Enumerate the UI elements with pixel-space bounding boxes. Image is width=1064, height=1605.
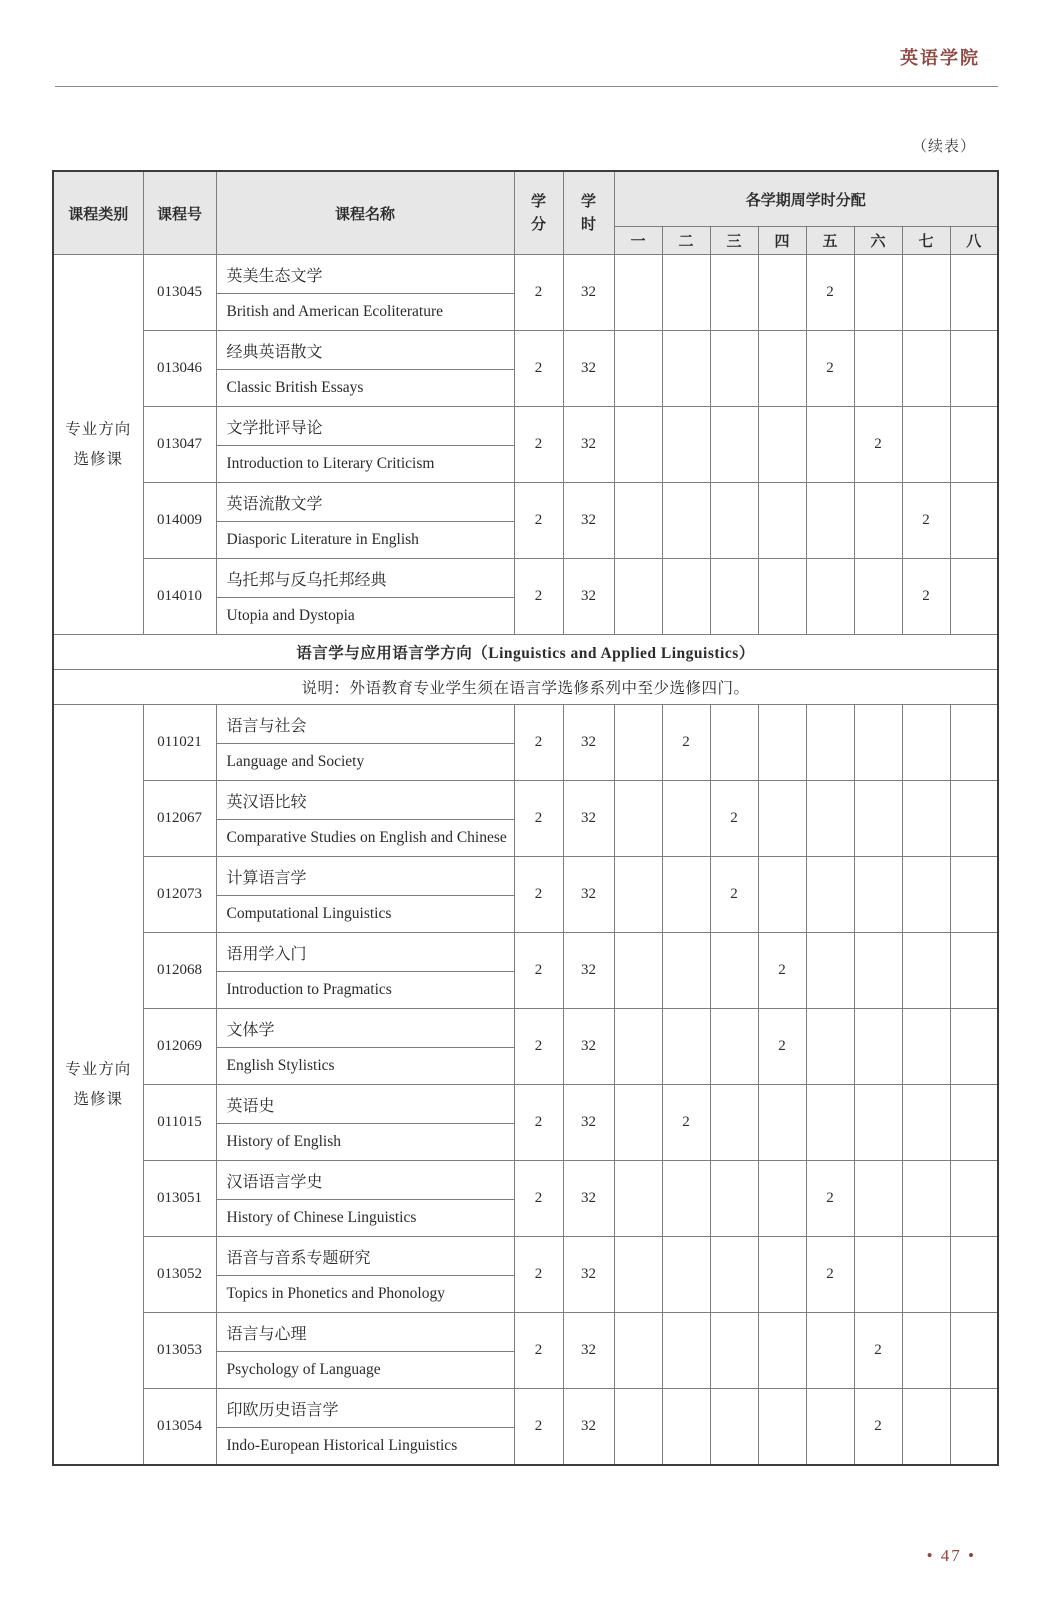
semester-2-cell (662, 1161, 710, 1237)
course-name-zh: 文体学 (216, 1009, 514, 1048)
semester-1-cell (614, 781, 662, 857)
semester-8-cell (950, 781, 998, 857)
semester-7-cell (902, 857, 950, 933)
semester-2-cell (662, 331, 710, 407)
semester-5-cell (806, 1009, 854, 1085)
semester-3-cell (710, 1009, 758, 1085)
semester-5-cell: 2 (806, 331, 854, 407)
semester-8-cell (950, 331, 998, 407)
semester-2-cell (662, 559, 710, 635)
course-code-cell: 013046 (143, 331, 216, 407)
credits-cell: 2 (514, 255, 563, 331)
semester-6-cell (854, 857, 902, 933)
course-row-top (53, 1085, 998, 1124)
credits-cell: 2 (514, 1389, 563, 1466)
semester-5-cell (806, 407, 854, 483)
credits-cell: 2 (514, 857, 563, 933)
course-row-top (53, 857, 998, 896)
semester-3-cell (710, 331, 758, 407)
semester-5-cell (806, 781, 854, 857)
section-note: 说明：外语教育专业学生须在语言学选修系列中至少选修四门。 (53, 670, 998, 705)
course-row-top (53, 933, 998, 972)
semester-4-cell: 2 (758, 933, 806, 1009)
semester-col-7: 七 (902, 227, 950, 255)
credits-cell: 2 (514, 483, 563, 559)
semester-6-cell: 2 (854, 1313, 902, 1389)
course-name-zh: 英语史 (216, 1085, 514, 1124)
hours-cell: 32 (563, 933, 614, 1009)
credits-cell: 2 (514, 331, 563, 407)
semester-5-cell: 2 (806, 1237, 854, 1313)
col-header-hours (563, 171, 614, 255)
credits-cell: 2 (514, 933, 563, 1009)
course-code-cell: 013045 (143, 255, 216, 331)
semester-7-cell (902, 407, 950, 483)
hours-cell: 32 (563, 1389, 614, 1466)
semester-1-cell (614, 559, 662, 635)
credits-cell: 2 (514, 1237, 563, 1313)
credits-cell: 2 (514, 705, 563, 781)
semester-4-cell (758, 407, 806, 483)
semester-5-cell: 2 (806, 255, 854, 331)
semester-4-cell (758, 331, 806, 407)
hours-cell: 32 (563, 559, 614, 635)
semester-7-cell (902, 255, 950, 331)
semester-5-cell: 2 (806, 1161, 854, 1237)
semester-6-cell: 2 (854, 407, 902, 483)
semester-3-cell (710, 933, 758, 1009)
course-code-cell: 014009 (143, 483, 216, 559)
semester-2-cell (662, 407, 710, 483)
semester-8-cell (950, 705, 998, 781)
semester-7-cell (902, 781, 950, 857)
semester-4-cell (758, 1237, 806, 1313)
semester-8-cell (950, 1389, 998, 1466)
semester-3-cell (710, 1389, 758, 1466)
section-note-row (53, 670, 998, 705)
semester-3-cell (710, 1161, 758, 1237)
semester-6-cell (854, 1237, 902, 1313)
course-name-zh: 英语流散文学 (216, 483, 514, 522)
semester-col-1: 一 (614, 227, 662, 255)
semester-6-cell (854, 483, 902, 559)
semester-7-cell: 2 (902, 559, 950, 635)
course-code-cell: 013047 (143, 407, 216, 483)
semester-4-cell (758, 483, 806, 559)
table-header (53, 171, 998, 255)
course-name-zh: 语言与心理 (216, 1313, 514, 1352)
course-name-en: Psychology of Language (216, 1352, 514, 1389)
course-code-cell: 013054 (143, 1389, 216, 1466)
course-code-cell: 014010 (143, 559, 216, 635)
category-cell (53, 255, 143, 635)
course-name-en: Diasporic Literature in English (216, 522, 514, 559)
semester-4-cell (758, 1085, 806, 1161)
course-name-en: History of Chinese Linguistics (216, 1200, 514, 1237)
course-name-zh: 经典英语散文 (216, 331, 514, 370)
course-name-zh: 汉语语言学史 (216, 1161, 514, 1200)
course-name-en: English Stylistics (216, 1048, 514, 1085)
table-body (53, 255, 998, 1466)
semester-8-cell (950, 559, 998, 635)
category-line: 专业方向 (65, 421, 132, 439)
semester-2-cell (662, 933, 710, 1009)
semester-8-cell (950, 857, 998, 933)
semester-col-2: 二 (662, 227, 710, 255)
semester-7-cell (902, 933, 950, 1009)
semester-5-cell (806, 857, 854, 933)
course-name-en: Topics in Phonetics and Phonology (216, 1276, 514, 1313)
course-name-en: Comparative Studies on English and Chinese (216, 820, 514, 857)
course-name-zh: 乌托邦与反乌托邦经典 (216, 559, 514, 598)
page-number: • 47 • (926, 1546, 976, 1565)
course-row-top (53, 255, 998, 294)
section-title-row (53, 635, 998, 670)
semester-2-cell (662, 1389, 710, 1466)
semester-7-cell: 2 (902, 483, 950, 559)
header-rule (55, 86, 998, 87)
hours-cell: 32 (563, 1085, 614, 1161)
semester-5-cell (806, 1313, 854, 1389)
course-row-top (53, 705, 998, 744)
semester-8-cell (950, 407, 998, 483)
semester-1-cell (614, 1009, 662, 1085)
semester-8-cell (950, 483, 998, 559)
course-name-en: Language and Society (216, 744, 514, 781)
semester-1-cell (614, 1313, 662, 1389)
semester-6-cell: 2 (854, 1389, 902, 1466)
col-header-hours-label: 学时 (580, 192, 596, 233)
course-code-cell: 012069 (143, 1009, 216, 1085)
course-row-top (53, 1161, 998, 1200)
course-code-cell: 013052 (143, 1237, 216, 1313)
semester-2-cell (662, 1313, 710, 1389)
semester-2-cell (662, 781, 710, 857)
semester-7-cell (902, 1313, 950, 1389)
semester-6-cell (854, 933, 902, 1009)
course-code-cell: 013053 (143, 1313, 216, 1389)
semester-3-cell: 2 (710, 857, 758, 933)
course-row-top (53, 483, 998, 522)
course-name-en: Computational Linguistics (216, 896, 514, 933)
semester-col-8: 八 (950, 227, 998, 255)
course-code-cell: 013051 (143, 1161, 216, 1237)
course-row-top (53, 1009, 998, 1048)
semester-4-cell (758, 705, 806, 781)
category-line: 选修课 (73, 450, 123, 468)
semester-1-cell (614, 933, 662, 1009)
semester-2-cell (662, 483, 710, 559)
credits-cell: 2 (514, 781, 563, 857)
semester-8-cell (950, 1237, 998, 1313)
semester-2-cell: 2 (662, 1085, 710, 1161)
semester-1-cell (614, 483, 662, 559)
course-code-cell: 011021 (143, 705, 216, 781)
hours-cell: 32 (563, 407, 614, 483)
semester-1-cell (614, 255, 662, 331)
semester-8-cell (950, 1085, 998, 1161)
semester-1-cell (614, 857, 662, 933)
credits-cell: 2 (514, 1161, 563, 1237)
course-name-en: Utopia and Dystopia (216, 598, 514, 635)
col-header-semester-distribution: 各学期周学时分配 (614, 171, 998, 227)
semester-8-cell (950, 1161, 998, 1237)
semester-6-cell (854, 781, 902, 857)
semester-7-cell (902, 705, 950, 781)
credits-cell: 2 (514, 407, 563, 483)
credits-cell: 2 (514, 1313, 563, 1389)
course-row-top (53, 559, 998, 598)
semester-5-cell (806, 1389, 854, 1466)
semester-5-cell (806, 933, 854, 1009)
semester-1-cell (614, 1389, 662, 1466)
semester-1-cell (614, 1237, 662, 1313)
category-line: 选修课 (73, 1090, 123, 1108)
semester-6-cell (854, 1085, 902, 1161)
section-title: 语言学与应用语言学方向（Linguistics and Applied Linguistics） (53, 635, 998, 670)
course-name-zh: 计算语言学 (216, 857, 514, 896)
hours-cell: 32 (563, 1161, 614, 1237)
hours-cell: 32 (563, 705, 614, 781)
course-schedule-table (52, 170, 999, 1466)
semester-3-cell (710, 705, 758, 781)
semester-1-cell (614, 1161, 662, 1237)
semester-3-cell (710, 407, 758, 483)
semester-2-cell (662, 1009, 710, 1085)
course-name-en: British and American Ecoliterature (216, 294, 514, 331)
semester-6-cell (854, 331, 902, 407)
col-header-credits-label: 学分 (530, 192, 546, 233)
hours-cell: 32 (563, 1237, 614, 1313)
hours-cell: 32 (563, 331, 614, 407)
hours-cell: 32 (563, 483, 614, 559)
semester-3-cell (710, 1085, 758, 1161)
semester-2-cell: 2 (662, 705, 710, 781)
semester-4-cell: 2 (758, 1009, 806, 1085)
course-code-cell: 012073 (143, 857, 216, 933)
course-name-en: History of English (216, 1124, 514, 1161)
semester-5-cell (806, 483, 854, 559)
semester-4-cell (758, 1389, 806, 1466)
semester-2-cell (662, 1237, 710, 1313)
continued-table-note: （续表） (911, 139, 976, 155)
course-name-zh: 印欧历史语言学 (216, 1389, 514, 1428)
credits-cell: 2 (514, 559, 563, 635)
semester-4-cell (758, 255, 806, 331)
course-row-top (53, 1237, 998, 1276)
semester-col-5: 五 (806, 227, 854, 255)
semester-4-cell (758, 857, 806, 933)
semester-5-cell (806, 559, 854, 635)
semester-4-cell (758, 1161, 806, 1237)
semester-col-4: 四 (758, 227, 806, 255)
hours-cell: 32 (563, 857, 614, 933)
semester-2-cell (662, 255, 710, 331)
semester-3-cell (710, 255, 758, 331)
semester-6-cell (854, 255, 902, 331)
semester-8-cell (950, 933, 998, 1009)
category-cell (53, 705, 143, 1466)
semester-7-cell (902, 1389, 950, 1466)
semester-3-cell (710, 1237, 758, 1313)
semester-7-cell (902, 1161, 950, 1237)
course-name-zh: 语言与社会 (216, 705, 514, 744)
semester-8-cell (950, 1009, 998, 1085)
course-row-top (53, 407, 998, 446)
semester-1-cell (614, 705, 662, 781)
course-code-cell: 012067 (143, 781, 216, 857)
course-name-zh: 英美生态文学 (216, 255, 514, 294)
semester-8-cell (950, 255, 998, 331)
semester-5-cell (806, 1085, 854, 1161)
course-name-zh: 文学批评导论 (216, 407, 514, 446)
course-row-top (53, 1313, 998, 1352)
semester-7-cell (902, 1009, 950, 1085)
course-row-top (53, 1389, 998, 1428)
semester-3-cell (710, 559, 758, 635)
semester-4-cell (758, 781, 806, 857)
semester-8-cell (950, 1313, 998, 1389)
semester-3-cell (710, 1313, 758, 1389)
course-table-area (52, 170, 999, 1466)
course-name-en: Indo-European Historical Linguistics (216, 1428, 514, 1466)
course-code-cell: 011015 (143, 1085, 216, 1161)
semester-7-cell (902, 1237, 950, 1313)
semester-1-cell (614, 1085, 662, 1161)
col-header-credits (514, 171, 563, 255)
semester-4-cell (758, 1313, 806, 1389)
semester-1-cell (614, 407, 662, 483)
col-header-category: 课程类别 (53, 171, 143, 255)
course-code-cell: 012068 (143, 933, 216, 1009)
semester-6-cell (854, 705, 902, 781)
credits-cell: 2 (514, 1009, 563, 1085)
semester-2-cell (662, 857, 710, 933)
course-name-en: Introduction to Pragmatics (216, 972, 514, 1009)
col-header-name: 课程名称 (216, 171, 514, 255)
category-line: 专业方向 (65, 1061, 132, 1079)
semester-3-cell: 2 (710, 781, 758, 857)
credits-cell: 2 (514, 1085, 563, 1161)
semester-col-3: 三 (710, 227, 758, 255)
semester-6-cell (854, 1009, 902, 1085)
hours-cell: 32 (563, 1009, 614, 1085)
course-name-en: Introduction to Literary Criticism (216, 446, 514, 483)
semester-5-cell (806, 705, 854, 781)
semester-7-cell (902, 1085, 950, 1161)
page-header-title: 英语学院 (900, 48, 980, 68)
semester-col-6: 六 (854, 227, 902, 255)
semester-6-cell (854, 559, 902, 635)
semester-6-cell (854, 1161, 902, 1237)
course-row-top (53, 781, 998, 820)
semester-1-cell (614, 331, 662, 407)
hours-cell: 32 (563, 255, 614, 331)
semester-4-cell (758, 559, 806, 635)
col-header-code: 课程号 (143, 171, 216, 255)
semester-3-cell (710, 483, 758, 559)
course-name-en: Classic British Essays (216, 370, 514, 407)
course-row-top (53, 331, 998, 370)
course-name-zh: 英汉语比较 (216, 781, 514, 820)
course-name-zh: 语音与音系专题研究 (216, 1237, 514, 1276)
hours-cell: 32 (563, 781, 614, 857)
course-name-zh: 语用学入门 (216, 933, 514, 972)
semester-7-cell (902, 331, 950, 407)
hours-cell: 32 (563, 1313, 614, 1389)
